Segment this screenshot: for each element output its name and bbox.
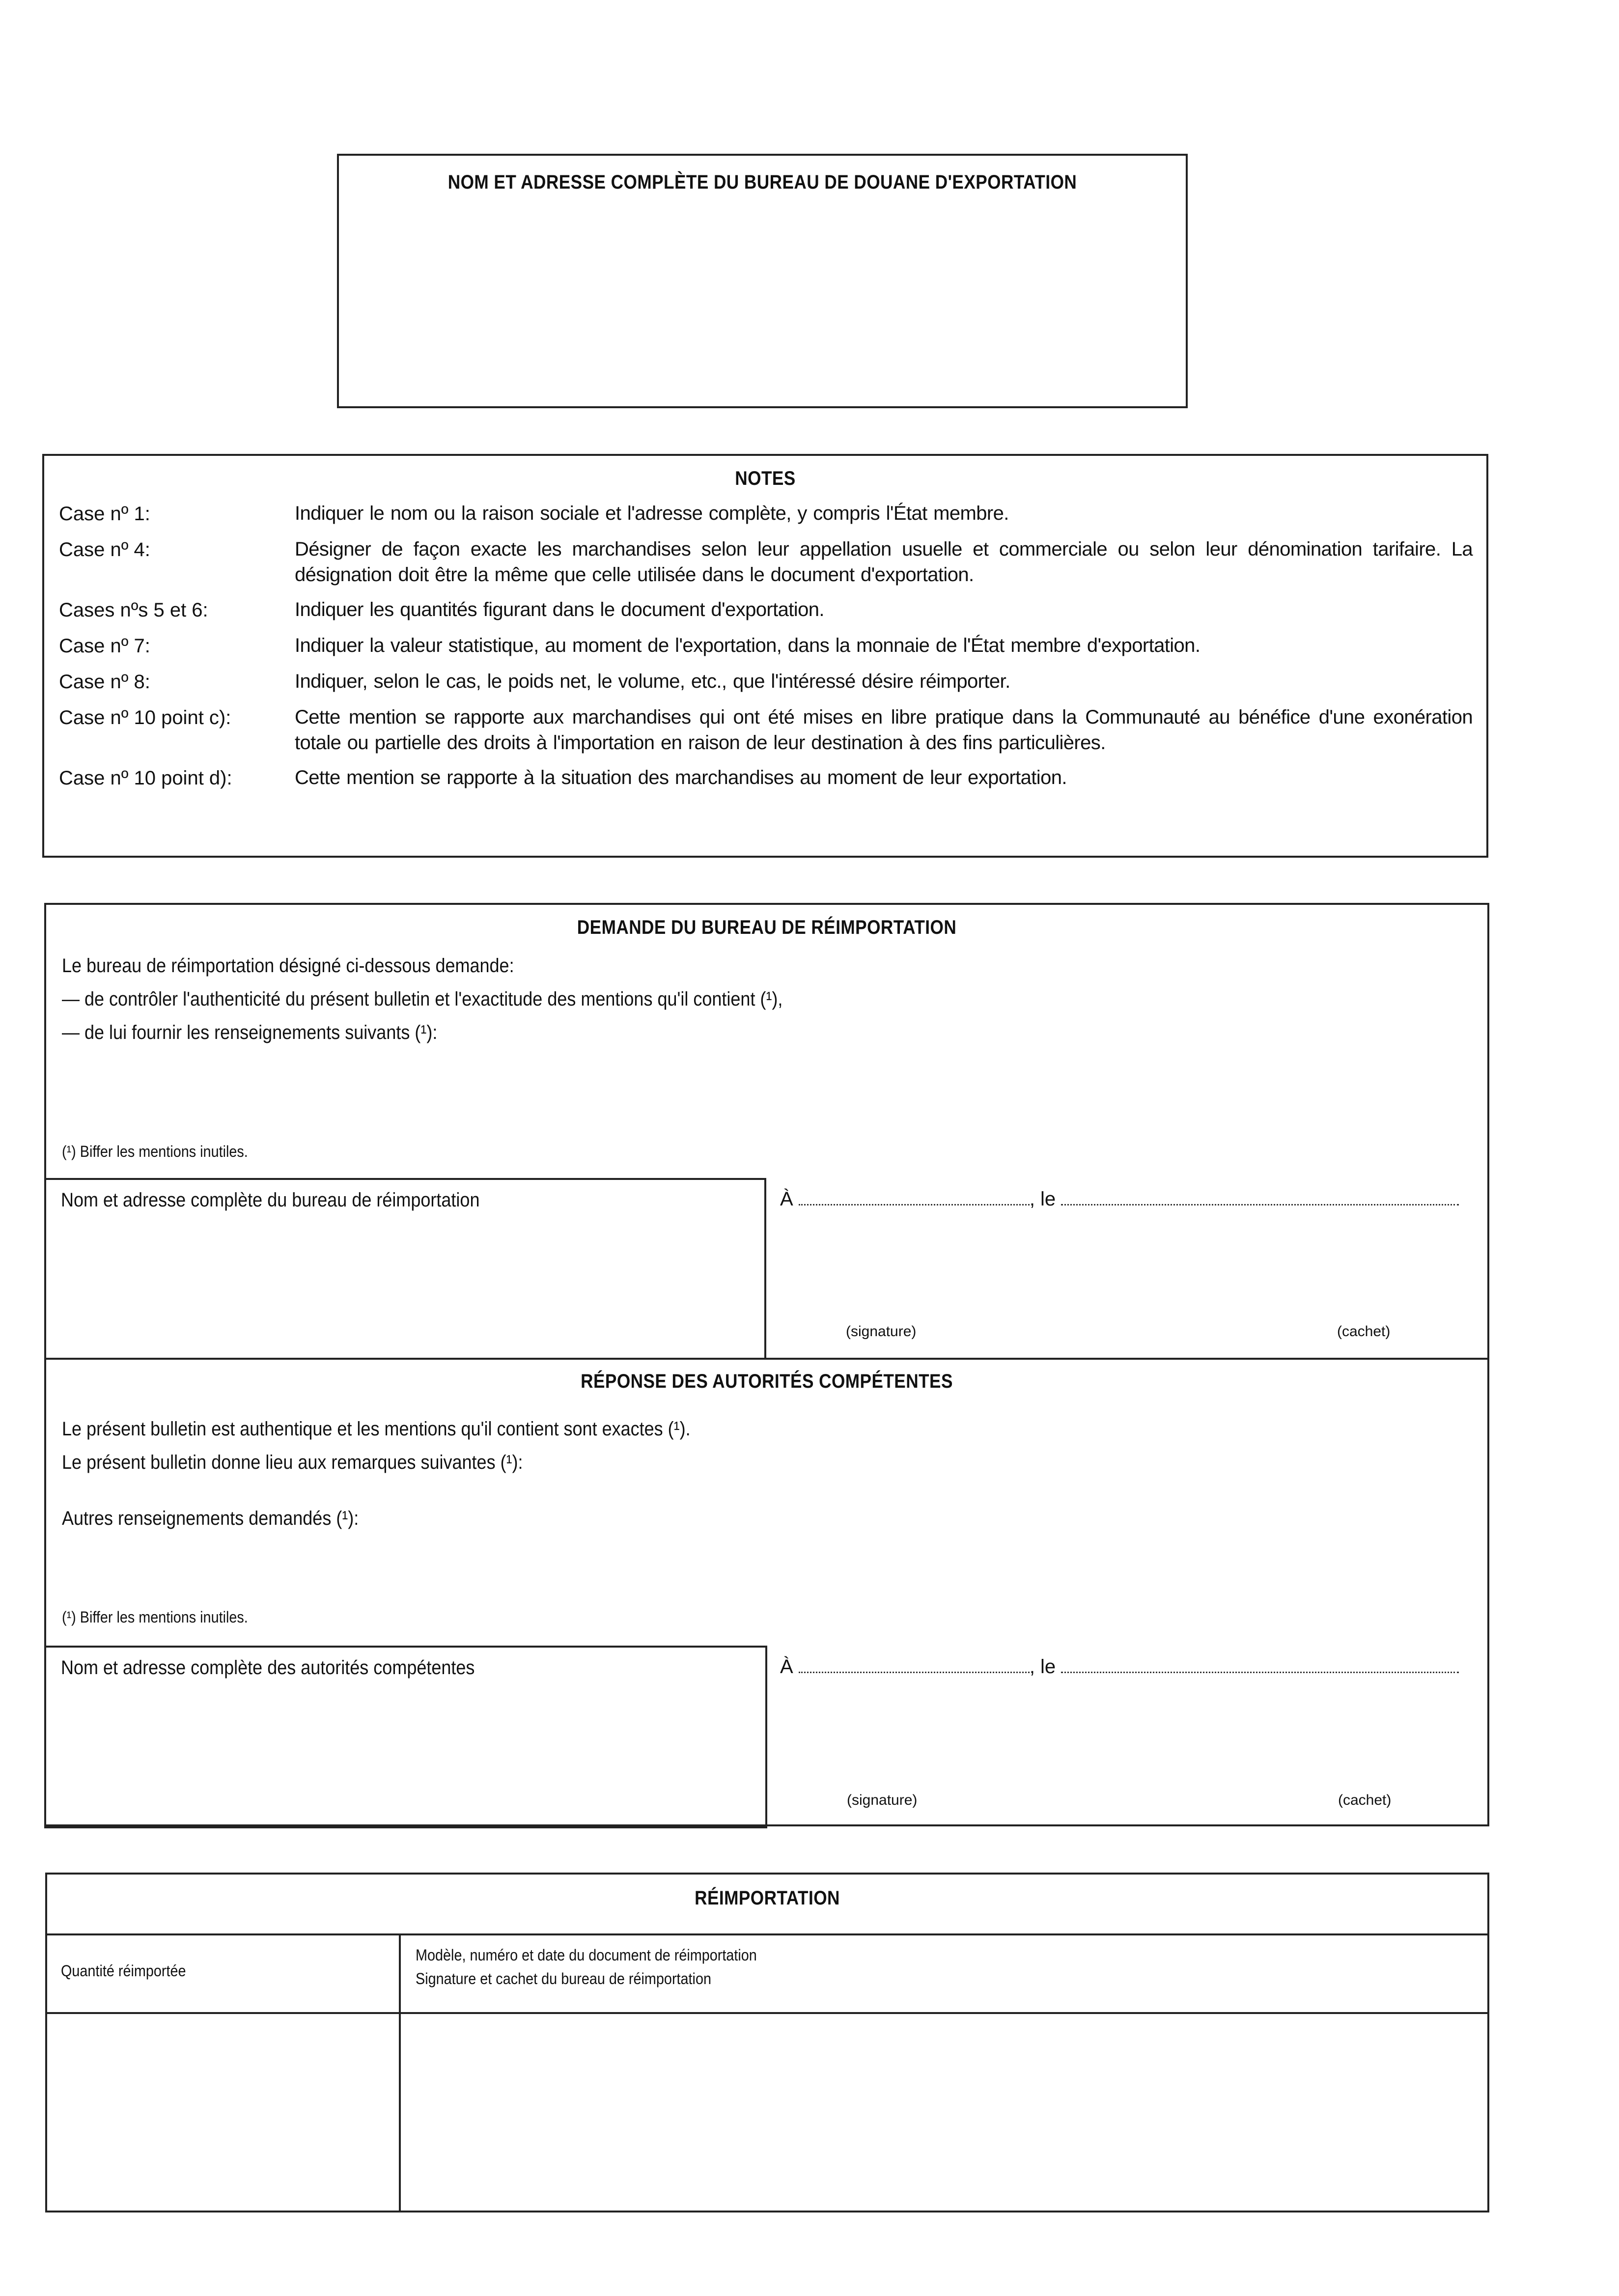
request-body [46, 952, 1487, 1046]
reimport-document-header: Modèle, numéro et date du document de réimportation [416, 1946, 757, 1964]
request-line-authenticity: — de contrôler l'authenticité du présent bulletin et l'exactitude des mentions qu'il contient (¹), [62, 988, 783, 1010]
request-address-label: Nom et adresse complète du bureau de réimportation [61, 1189, 480, 1211]
note-label: Case nº 10 point d): [59, 767, 232, 789]
reimport-document-cell[interactable] [401, 2014, 1487, 2211]
reimported-quantity-cell[interactable] [47, 2014, 399, 2211]
note-label: Case nº 7: [59, 635, 150, 657]
note-row [44, 669, 1486, 695]
request-intro: Le bureau de réimportation désigné ci-dessous demande: [62, 955, 514, 977]
note-text: Indiquer le nom ou la raison sociale et l'adresse complète, y compris l'État membre. [295, 503, 1009, 524]
export-office-box [337, 154, 1188, 408]
response-stamp-label: (cachet) [1338, 1792, 1392, 1808]
response-title: RÉPONSE DES AUTORITÉS COMPÉTENTES [581, 1371, 953, 1392]
response-place-field[interactable] [799, 1658, 1030, 1673]
response-line-remarks: Le présent bulletin donne lieu aux remarques suivantes (¹): [62, 1452, 523, 1473]
notes-box [42, 454, 1488, 858]
note-label: Case nº 4: [59, 539, 150, 560]
request-line-information: — de lui fournir les renseignements suivants (¹): [62, 1022, 438, 1043]
response-signature-label: (signature) [847, 1792, 918, 1808]
response-address-box [44, 1646, 767, 1828]
request-signature-label: (signature) [846, 1323, 917, 1340]
notes-list [44, 501, 1486, 791]
request-footnote: (¹) Biffer les mentions inutiles. [62, 1143, 248, 1160]
request-response-box [44, 903, 1489, 1826]
reimportation-title: RÉIMPORTATION [695, 1887, 840, 1909]
response-address-label: Nom et adresse complète des autorités compétentes [61, 1657, 475, 1679]
response-line-other: Autres renseignements demandés (¹): [62, 1508, 359, 1529]
note-text: Cette mention se rapporte à la situation des marchandises au moment de leur exportation. [295, 767, 1067, 788]
reimportation-header-divider [47, 1933, 1487, 1935]
note-label: Cases nºs 5 et 6: [59, 599, 208, 621]
note-row [44, 633, 1486, 659]
request-address-box [44, 1178, 766, 1360]
response-date-field[interactable] [1061, 1658, 1459, 1673]
response-place-prefix: À [780, 1656, 793, 1678]
note-row [44, 536, 1486, 588]
request-date-prefix: , le [1029, 1188, 1056, 1210]
response-body [46, 1416, 760, 1539]
note-row [44, 704, 1486, 756]
reimported-quantity-header: Quantité réimportée [61, 1962, 186, 1980]
reimportation-box [45, 1873, 1489, 2212]
note-row [44, 597, 1486, 623]
note-text: Indiquer, selon le cas, le poids net, le volume, etc., que l'intéressé désire réimporter. [295, 671, 1010, 692]
reimport-signature-header: Signature et cachet du bureau de réimportation [416, 1970, 711, 1988]
response-date-prefix: , le [1029, 1656, 1056, 1678]
section-divider [46, 1358, 1487, 1360]
notes-title: NOTES [735, 468, 796, 489]
request-date-field[interactable] [1061, 1190, 1459, 1205]
request-place-date [780, 1186, 1478, 1212]
request-title: DEMANDE DU BUREAU DE RÉIMPORTATION [577, 917, 957, 938]
note-row [44, 765, 1486, 791]
note-row [44, 501, 1486, 527]
response-line-authentic: Le présent bulletin est authentique et les mentions qu'il contient sont exactes (¹). [62, 1418, 691, 1440]
note-text: Indiquer la valeur statistique, au moment de l'exportation, dans la monnaie de l'État membre d'exportation. [295, 635, 1200, 656]
request-place-field[interactable] [799, 1190, 1030, 1205]
note-label: Case nº 10 point c): [59, 707, 231, 728]
note-label: Case nº 8: [59, 671, 150, 693]
note-text: Indiquer les quantités figurant dans le document d'exportation. [295, 599, 824, 620]
request-stamp-label: (cachet) [1337, 1323, 1391, 1340]
note-label: Case nº 1: [59, 503, 150, 525]
note-text: Désigner de façon exacte les marchandises selon leur appellation usuelle et commerciale ou selon leur dénomination tarifaire. La désignation doit être la même que celle utilisée dans le document d'exportation. [295, 538, 1473, 586]
request-place-prefix: À [780, 1188, 793, 1210]
export-office-title: NOM ET ADRESSE COMPLÈTE DU BUREAU DE DOUANE D'EXPORTATION [447, 171, 1077, 193]
note-text: Cette mention se rapporte aux marchandises qui ont été mises en libre pratique dans la Communauté au bénéfice d'une exonération totale ou partielle des droits à l'importation en raison de leur destination à des fins particulières. [295, 706, 1473, 754]
response-place-date [780, 1653, 1478, 1680]
response-footnote: (¹) Biffer les mentions inutiles. [62, 1608, 248, 1626]
